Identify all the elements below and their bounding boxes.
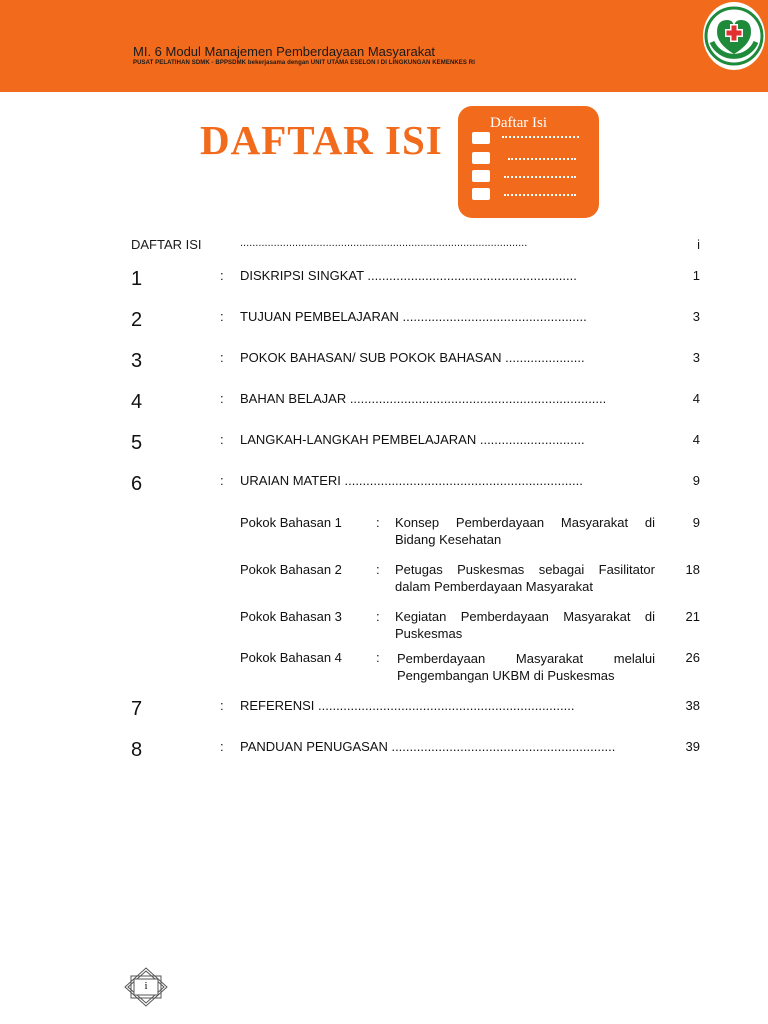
checkbox-icon [472,170,490,182]
toc-intro-page: i [697,237,700,252]
colon: : [220,350,224,365]
dotted-line [502,136,579,138]
chapter-page: 3 [692,309,700,324]
colon: : [376,650,380,665]
chapter-page: 4 [692,432,700,447]
colon: : [220,473,224,488]
chapter-title: REFERENSI ....................................................................... [240,698,575,713]
sub-topic-line: Bidang Kesehatan [395,532,502,547]
colon: : [376,515,380,530]
chapter-title: LANGKAH-LANGKAH PEMBELAJARAN ............................. [240,432,585,447]
checkbox-icon [472,132,490,144]
sub-topic-page: 26 [685,650,700,665]
chapter-title: POKOK BAHASAN/ SUB POKOK BAHASAN ...................... [240,350,585,365]
chapter-page: 3 [692,350,700,365]
colon: : [220,432,224,447]
chapter-title: TUJUAN PEMBELAJARAN ................................................... [240,309,587,324]
header-band [0,0,768,92]
colon: : [220,309,224,324]
chapter-title: DISKRIPSI SINGKAT .......................................................... [240,268,577,283]
sub-topic-label: Pokok Bahasan 1 [240,515,342,530]
chapter-number: 3 [131,350,143,372]
sub-topic-title [395,514,655,548]
chapter-page: 9 [692,473,700,488]
sub-topic-line: Kegiatan Pemberdayaan Masyarakat di [395,609,655,624]
chapter-number: 4 [131,391,143,413]
dotted-line [504,176,576,178]
sub-topic-title [395,561,655,595]
colon: : [376,562,380,577]
header-subtitle: PUSAT PELATIHAN SDMK - BPPSDMK bekerjasama dengan UNIT UTAMA ESELON I DI LINGKUNGAN KEMENKES RI [133,60,475,66]
sub-topic-line: Petugas Puskesmas sebagai Fasilitator [395,562,655,577]
chapter-page: 4 [692,391,700,406]
colon: : [220,391,224,406]
sub-topic-label: Pokok Bahasan 4 [240,650,342,665]
sub-topic-label: Pokok Bahasan 3 [240,609,342,624]
sub-topic-page: 18 [685,562,700,577]
chapter-title: PANDUAN PENUGASAN .............................................................. [240,739,616,754]
chapter-number: 7 [131,698,143,720]
sub-topic-line: Pengembangan UKBM di Puskesmas [397,668,615,683]
colon: : [220,268,224,283]
colon: : [376,609,380,624]
sub-topic-line: Pemberdayaan Masyarakat melalui [397,651,655,666]
colon: : [220,739,224,754]
checkbox-icon [472,188,490,200]
sub-topic-title [397,650,655,684]
checkbox-icon [472,152,490,164]
page-title: DAFTAR ISI [200,117,443,163]
chapter-title: URAIAN MATERI .................................................................. [240,473,583,488]
chapter-page: 39 [685,739,700,754]
bakti-husada-logo [703,2,765,70]
sub-topic-title [395,608,655,642]
sub-topic-line: Konsep Pemberdayaan Masyarakat di [395,515,655,530]
sub-topic-line: Puskesmas [395,626,463,641]
toc-intro-dots: .............................................................................................. [240,237,528,249]
chapter-page: 38 [685,698,700,713]
chapter-title: BAHAN BELAJAR ....................................................................... [240,391,607,406]
card-label: Daftar Isi [490,115,548,131]
chapter-number: 2 [131,309,143,331]
page-number-ornament [124,967,168,1007]
daftar-isi-card [458,106,599,218]
chapter-number: 1 [131,268,143,290]
dotted-line [504,194,576,196]
chapter-number: 5 [131,432,143,454]
colon: : [220,698,224,713]
sub-topic-page: 9 [692,515,700,530]
sub-topic-label: Pokok Bahasan 2 [240,562,342,577]
sub-topic-page: 21 [685,609,700,624]
chapter-page: 1 [692,268,700,283]
chapter-number: 6 [131,473,143,495]
module-title: MI. 6 Modul Manajemen Pemberdayaan Masyarakat [133,44,436,59]
page-number: i [144,980,148,992]
dotted-line [508,158,576,160]
toc-intro-label: DAFTAR ISI [131,237,202,252]
sub-topic-line: dalam Pemberdayaan Masyarakat [395,579,593,594]
chapter-number: 8 [131,739,143,761]
